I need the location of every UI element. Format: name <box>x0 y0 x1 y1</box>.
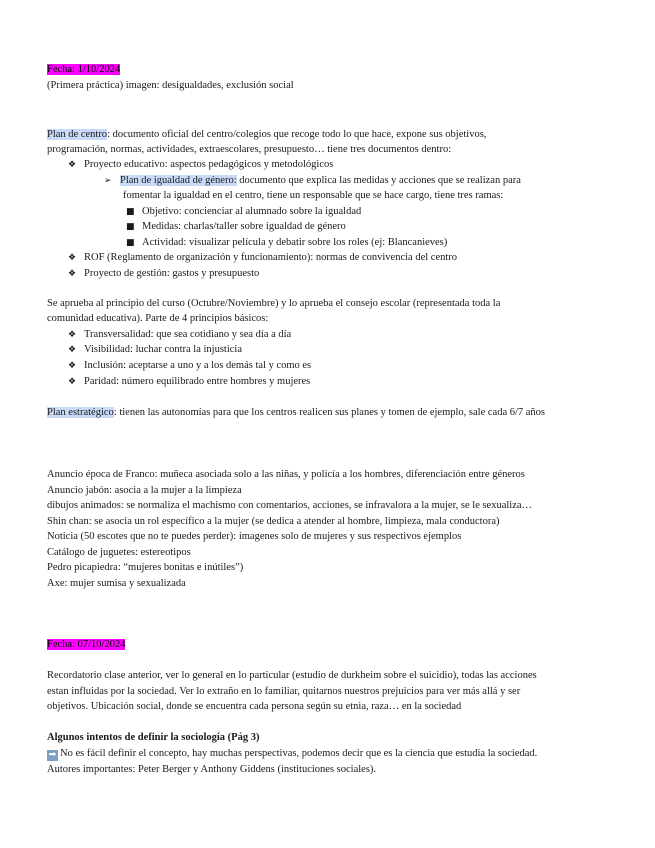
anuncio-line: Anuncio jabón: asocia a la mujer a la limpieza <box>47 485 242 496</box>
anuncio-line: Noticia (50 escotes que no te puedes perder): imagenes solo de mujeres y sus respectivos ejemplos <box>47 531 462 542</box>
right-arrow-icon: ➡ <box>48 750 57 760</box>
aprueba-line-2: comunidad educativa). Parte de 4 principios básicos: <box>47 313 269 324</box>
list-item: ■ Actividad: visualizar película y debatir sobre los roles (ej: Blancanieves) <box>126 235 447 251</box>
diamond-bullet-icon: ❖ <box>68 361 77 371</box>
list-item: ❖ Proyecto de gestión: gastos y presupuesto <box>68 266 259 282</box>
anuncio-line: Axe: mujer sumisa y sexualizada <box>47 578 186 589</box>
plan-estrategico-term: Plan estratégico <box>47 407 114 418</box>
list-item: ■ Medidas: charlas/taller sobre igualdad de género <box>126 219 346 235</box>
date-highlight: Fecha: 07/10/2024 <box>47 639 126 650</box>
list-item: ❖ Inclusión: aceptarse a uno y a los demás tal y como es <box>68 358 311 374</box>
plan-centro-line-1 <box>47 127 486 143</box>
igualdad-continuation: fomentar la igualdad en el centro, tiene un responsable que se hace cargo, tiene tres ramas: <box>123 190 504 201</box>
anuncio-line: Catálogo de juguetes: estereotipos <box>47 547 191 558</box>
diamond-bullet-icon: ❖ <box>68 345 77 355</box>
arrow-bullet-icon: ➢ <box>104 176 112 186</box>
list-item: ❖ Transversalidad: que sea cotidiano y sea día a día <box>68 327 291 343</box>
plan-centro-line-2: programación, normas, actividades, extraescolares, presupuesto… tiene tres documentos dentro: <box>47 144 452 155</box>
diamond-bullet-icon: ❖ <box>68 269 77 279</box>
diamond-bullet-icon: ❖ <box>68 160 77 170</box>
square-bullet-icon: ■ <box>126 222 135 232</box>
date-highlight: Fecha: 1/10/2024 <box>47 64 121 75</box>
diamond-bullet-icon: ❖ <box>68 253 77 263</box>
intro-line: (Primera práctica) imagen: desigualdades, exclusión social <box>47 80 294 91</box>
recordatorio-line-3: objetivos. Ubicación social, donde se encuentra cada persona según su etnia, raza… en la sociedad <box>47 701 462 712</box>
recordatorio-line-2: estan influidas por la sociedad. Ver lo extraño en lo familiar, quitarnos nuestros prejuicios para ver más allá y ser <box>47 686 521 697</box>
list-item: ■ Objetivo: concienciar al alumnado sobre la igualdad <box>126 204 361 220</box>
igualdad-term: Plan de igualdad de género: <box>120 175 237 186</box>
square-bullet-icon: ■ <box>126 207 135 217</box>
recordatorio-line-1: Recordatorio clase anterior, ver lo general en lo particular (estudio de durkheim sobre el suicidio), todas las acciones <box>47 670 537 681</box>
plan-centro-desc: : documento oficial del centro/colegios que recoge todo lo que hace, expone sus objetivos, <box>107 129 487 140</box>
diamond-bullet-icon: ❖ <box>68 377 77 387</box>
list-item: ❖ Paridad: número equilibrado entre hombres y mujeres <box>68 374 310 390</box>
plan-estrategico-line: Plan estratégico: tienen las autonomías para que los centros realicen sus planes y tomen de ejemplo, sale cada 6/7 años <box>47 407 546 418</box>
section-heading: Algunos intentos de definir la sociología (Pág 3) <box>47 732 260 743</box>
square-bullet-icon: ■ <box>126 238 135 248</box>
list-item: ❖ Visibilidad: luchar contra la injusticia <box>68 342 242 358</box>
definicion-line: ➡ No es fácil definir el concepto, hay muchas perspectivas, podemos decir que es la ciencia que estudia la sociedad. <box>48 748 538 760</box>
date-line-2 <box>47 637 125 653</box>
anuncio-line: Pedro picapiedra: “mujeres bonitas e inútiles”) <box>47 562 244 573</box>
list-item: ❖ Proyecto educativo: aspectos pedagógicos y metodológicos <box>68 157 333 173</box>
aprueba-line-1: Se aprueba al principio del curso (Octubre/Noviembre) y lo aprueba el consejo escolar (representada toda la <box>47 298 501 309</box>
list-item: ➢ Plan de igualdad de género: documento que explica las medidas y acciones que se realizan para <box>104 173 521 189</box>
anuncio-line: dibujos animados: se normaliza el machismo con comentarios, acciones, se infravalora a la mujer, se le sexualiza… <box>47 500 533 511</box>
diamond-bullet-icon: ❖ <box>68 330 77 340</box>
anuncio-line: Shin chan: se asocia un rol específico a la mujer (se dedica a atender al hombre, limpieza, mala conductora) <box>47 516 500 527</box>
autores-line: Autores importantes: Peter Berger y Anthony Giddens (instituciones sociales). <box>47 764 377 775</box>
anuncio-line: Anuncio época de Franco: muñeca asociada solo a las niñas, y policía a los hombres, diferenciación entre géneros <box>47 469 525 480</box>
date-line-1 <box>47 62 120 78</box>
list-item: ❖ ROF (Reglamento de organización y funcionamiento): normas de convivencia del centro <box>68 250 457 266</box>
plan-centro-term: Plan de centro <box>47 129 108 140</box>
